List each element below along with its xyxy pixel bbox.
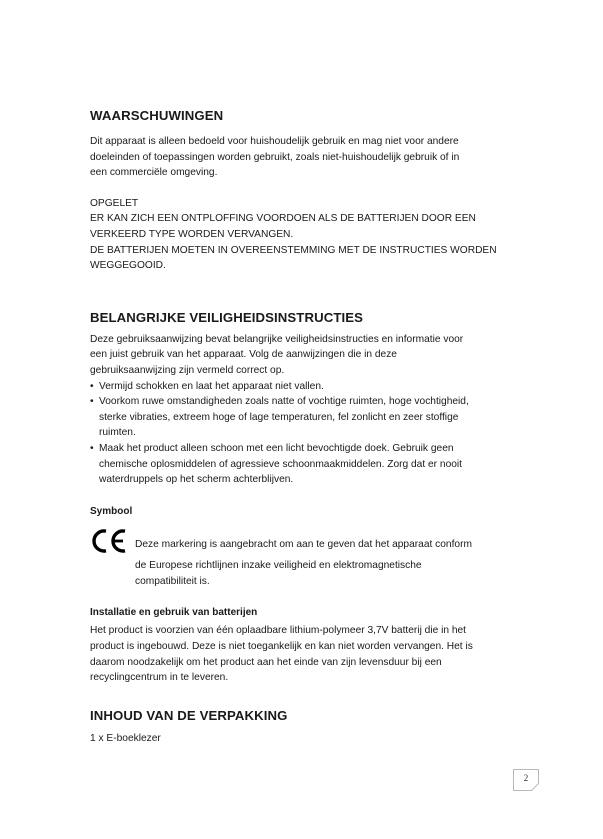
safety-intro-line: een juist gebruik van het apparaat. Volg de aanwijzingen die in deze xyxy=(90,349,397,361)
battery-line: product is ingebouwd. Deze is niet toegankelijk en kan niet worden vervangen. Het is xyxy=(90,641,473,653)
warnings-line: doeleinden of toepassingen worden gebruikt, zoals niet-huishoudelijk gebruik of in xyxy=(90,151,460,163)
symbol-line: Deze markering is aangebracht om aan te geven dat het apparaat conform xyxy=(135,538,472,550)
bullet-item xyxy=(90,394,520,441)
caution-line: VERKEERD TYPE WORDEN VERVANGEN. xyxy=(90,228,294,240)
symbol-heading: Symbool xyxy=(90,505,133,517)
bullet-item xyxy=(90,379,520,395)
bullet-line: Vermijd schokken en laat het apparaat niet vallen. xyxy=(99,380,324,392)
symbol-line: de Europese richtlijnen inzake veiligheid en elektromagnetische xyxy=(135,560,422,572)
ce-mark-icon xyxy=(90,528,128,554)
safety-intro-line: gebruiksaanwijzing zijn vermeld correct op. xyxy=(90,364,285,376)
bullet-line: sterke vibraties, extreem hoge of lage temperaturen, fel zonlicht en zeer stoffige xyxy=(99,411,459,423)
bullet-item xyxy=(90,441,520,488)
safety-heading: BELANGRIJKE VEILIGHEIDSINSTRUCTIES xyxy=(90,309,364,325)
battery-line: daarom noodzakelijk om het product aan het einde van zijn levensduur bij een xyxy=(90,656,442,668)
warnings-heading: WAARSCHUWINGEN xyxy=(90,108,224,123)
bullet-line: Maak het product alleen schoon met een licht bevochtigde doek. Gebruik geen xyxy=(99,442,454,454)
bullet-line: waterdruppels op het scherm achterblijven. xyxy=(99,474,294,486)
battery-heading: Installatie en gebruik van batterijen xyxy=(90,607,258,619)
warnings-line: een commerciële omgeving. xyxy=(90,167,218,179)
symbol-line: compatibiliteit is. xyxy=(135,575,210,587)
page-number-box xyxy=(513,769,539,791)
warnings-line: Dit apparaat is alleen bedoeld voor huishoudelijk gebruik en mag niet voor andere xyxy=(90,136,459,147)
bullet-line: ruimten. xyxy=(99,427,136,439)
contents-item: 1 x E-boeklezer xyxy=(90,732,161,744)
contents-heading: INHOUD VAN DE VERPAKKING xyxy=(90,707,288,723)
ce-row xyxy=(90,530,520,590)
safety-intro-line: Deze gebruiksaanwijzing bevat belangrijke veiligheidsinstructies en informatie voor xyxy=(90,333,464,345)
caution-line: WEGGEGOOID. xyxy=(90,260,166,272)
caution-line: DE BATTERIJEN MOETEN IN OVEREENSTEMMING MET DE INSTRUCTIES WORDEN xyxy=(90,244,497,256)
bullet-line: Voorkom ruwe omstandigheden zoals natte of vochtige ruimten, hoge vochtigheid, xyxy=(99,396,469,408)
page-curl-icon xyxy=(531,783,539,791)
bullet-line: chemische oplosmiddelen of agressieve schoonmaakmiddelen. Zorg dat er nooit xyxy=(99,458,462,470)
page-number: 2 xyxy=(523,773,529,783)
page-content xyxy=(90,108,520,746)
caution-line: OPGELET xyxy=(90,197,139,209)
safety-bullet-list xyxy=(90,379,520,488)
battery-line: recyclingcentrum in te leveren. xyxy=(90,672,229,684)
caution-line: ER KAN ZICH EEN ONTPLOFFING VOORDOEN ALS DE BATTERIJEN DOOR EEN xyxy=(90,213,476,225)
battery-line: Het product is voorzien van één oplaadbare lithium-polymeer 3,7V batterij die in het xyxy=(90,625,467,637)
